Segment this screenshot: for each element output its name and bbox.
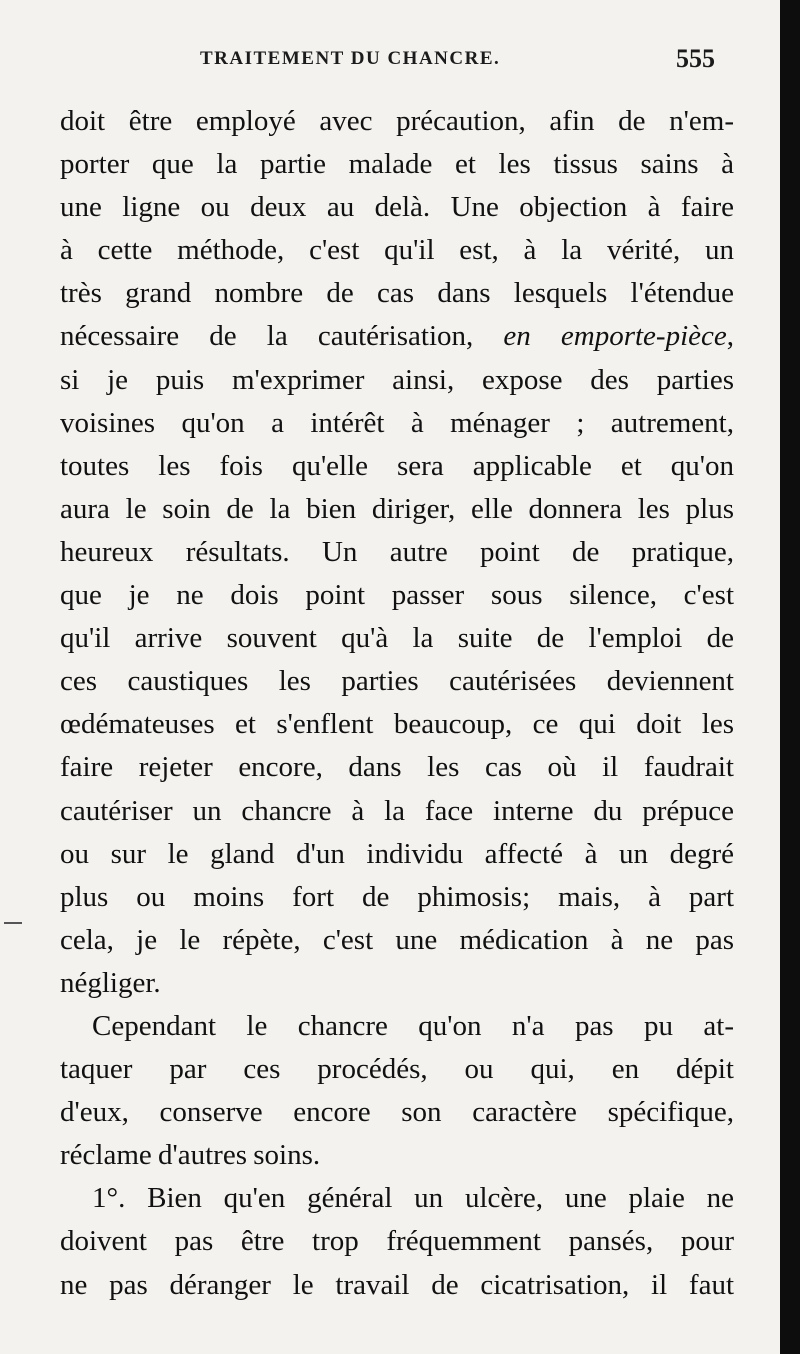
paragraph-start-line: 1°. Bien qu'en général un ulcère, une plaie ne <box>92 1182 734 1215</box>
text-line: très grand nombre de cas dans lesquels l'étendue <box>60 277 734 310</box>
italic-phrase: en emporte-pièce <box>503 320 727 353</box>
text-line: aura le soin de la bien diriger, elle donnera les plus <box>60 492 734 525</box>
text-line: cautériser un chancre à la face interne du prépuce <box>60 794 734 827</box>
text-line: voisines qu'on a intérêt à ménager ; autrement, <box>60 406 734 439</box>
paragraph-start-line: Cependant le chancre qu'on n'a pas pu at- <box>92 1009 734 1042</box>
running-head: TRAITEMENT DU CHANCRE. <box>200 48 501 69</box>
page-header <box>0 44 780 84</box>
text-line: ces caustiques les parties cautérisées deviennent <box>60 665 734 698</box>
text-line: heureux résultats. Un autre point de pratique, <box>60 535 734 568</box>
text-line: une ligne ou deux au delà. Une objection à faire <box>60 191 734 224</box>
text-line: d'eux, conserve encore son caractère spécifique, <box>60 1096 734 1129</box>
text-line: qu'il arrive souvent qu'à la suite de l'emploi de <box>60 622 734 655</box>
text-line: porter que la partie malade et les tissus sains à <box>60 148 734 181</box>
page-number: 555 <box>676 44 715 73</box>
text-line: ou sur le gland d'un individu affecté à un degré <box>60 837 734 870</box>
text-line: plus ou moins fort de phimosis; mais, à part <box>60 880 734 913</box>
text-line: ne pas déranger le travail de cicatrisation, il faut <box>60 1268 734 1301</box>
text-line: toutes les fois qu'elle sera applicable et qu'on <box>60 449 734 482</box>
text-line-end: , <box>726 320 735 353</box>
text-line: œdémateuses et s'enflent beaucoup, ce qui doit les <box>60 708 734 741</box>
text-line: faire rejeter encore, dans les cas où il faudrait <box>60 751 734 784</box>
paragraph-end-line: réclame d'autres soins. <box>60 1139 321 1172</box>
text-line-start: nécessaire de la cautérisation, <box>60 320 504 353</box>
text-line: doit être employé avec précaution, afin de n'em- <box>60 105 734 137</box>
text-line: si je puis m'exprimer ainsi, expose des parties <box>60 363 734 396</box>
book-spine-shadow <box>780 0 800 1354</box>
paragraph-end-line: négliger. <box>60 966 161 999</box>
text-line: à cette méthode, c'est qu'il est, à la vérité, un <box>60 234 734 267</box>
text-line: que je ne dois point passer sous silence, c'est <box>60 579 734 612</box>
margin-mark <box>4 922 22 924</box>
body-text <box>60 100 734 1307</box>
text-line: doivent pas être trop fréquemment pansés, pour <box>60 1225 734 1258</box>
text-line: taquer par ces procédés, ou qui, en dépit <box>60 1053 734 1086</box>
text-line-with-italic <box>60 315 734 358</box>
text-line: cela, je le répète, c'est une médication à ne pas <box>60 923 734 956</box>
